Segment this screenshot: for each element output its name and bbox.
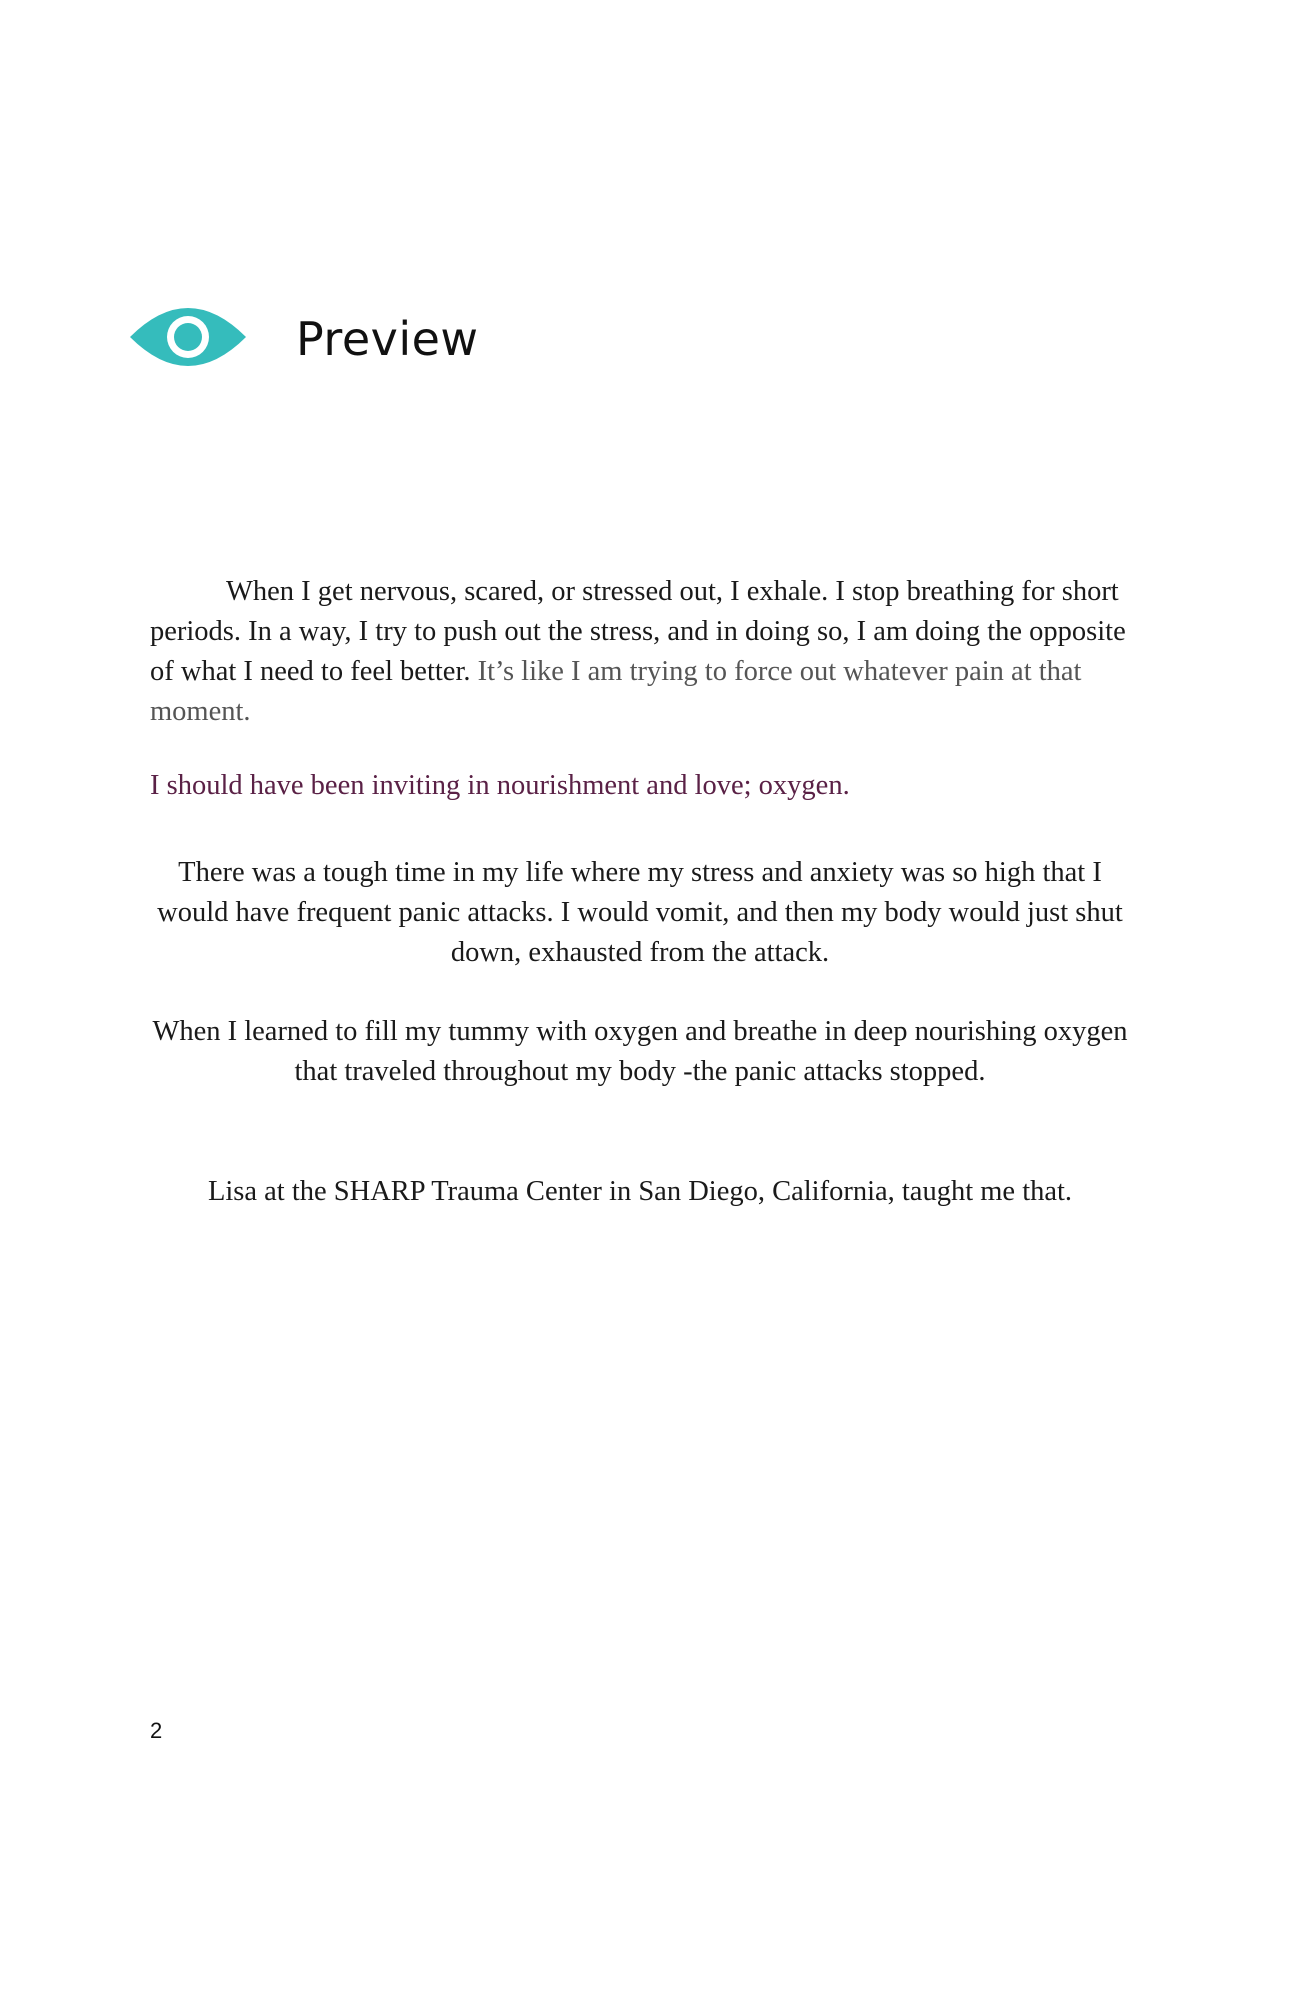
highlight-sentence: I should have been inviting in nourishment and love; oxygen. — [150, 770, 850, 801]
paragraph-panic-attacks: There was a tough time in my life where my stress and anxiety was so high that I would have frequent panic attacks. I would vomit, and then my body would just shut down, exhausted from the attack. — [157, 857, 1123, 968]
paragraph-breathing: When I learned to fill my tummy with oxygen and breathe in deep nourishing oxygen that traveled throughout my body -the panic attacks stopped. — [152, 1016, 1128, 1087]
paragraph-exhale-main: When I get nervous, scared, or stressed out, I exhale. I stop breathing for short periods. In a way, I try to push out the stress, and in doing so, I am doing the opposite of what I need to feel better. — [150, 576, 1126, 687]
paragraph-exhale-muted: It’s like I am trying to force out whatever pain at that moment. — [150, 656, 1082, 727]
page-number: 2 — [150, 1718, 163, 1743]
paragraph-exhale — [150, 572, 1140, 732]
section-header — [128, 292, 479, 382]
eye-icon — [128, 293, 248, 381]
paragraph-credit: Lisa at the SHARP Trauma Center in San Diego, California, taught me that. — [207, 1176, 1073, 1207]
section-title: Preview — [296, 312, 479, 366]
